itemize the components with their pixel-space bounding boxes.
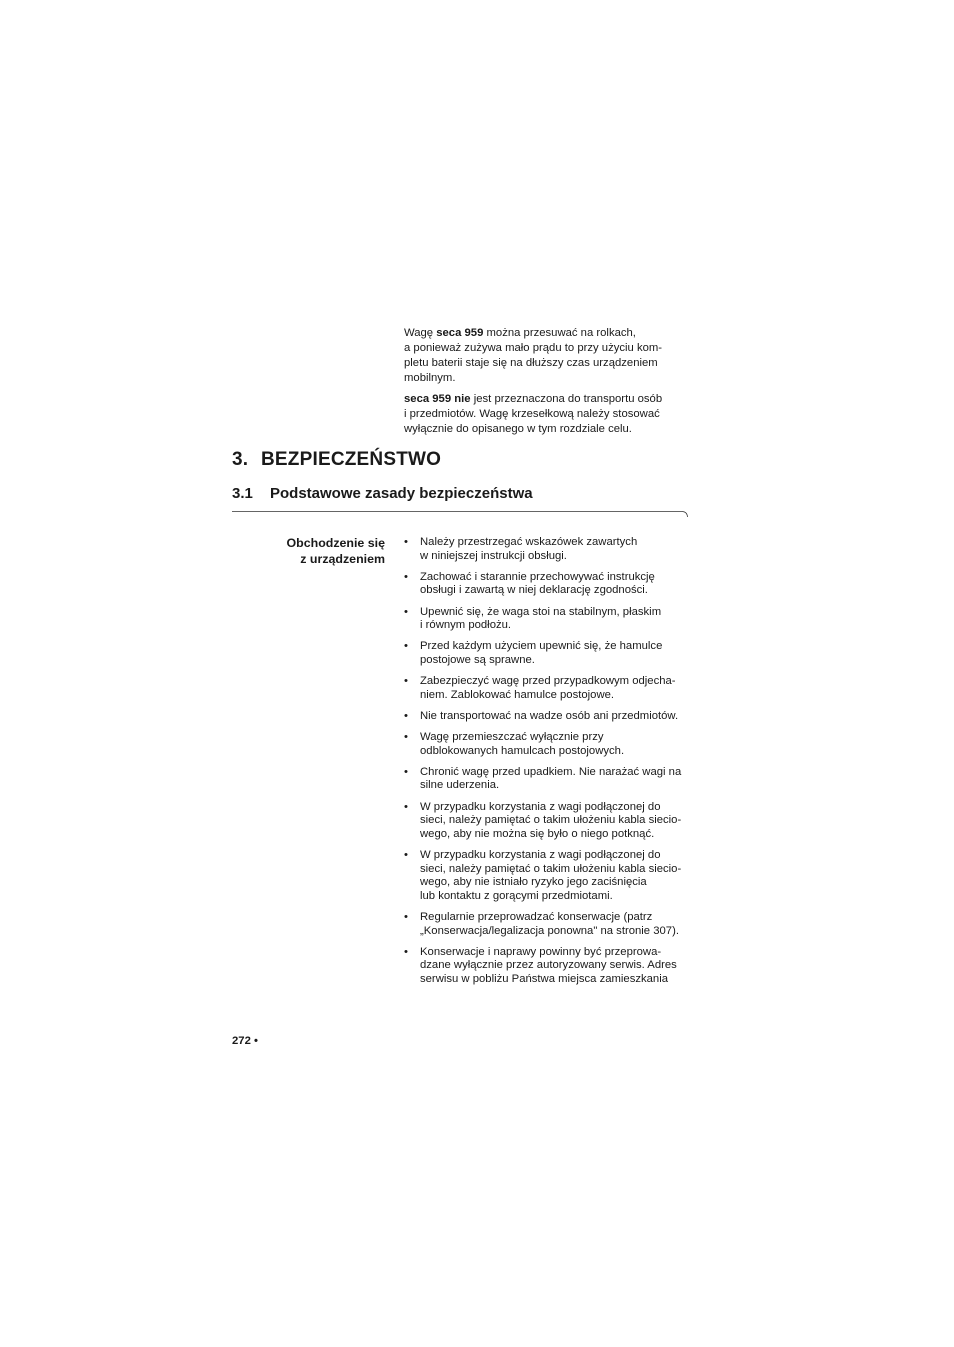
list-item-line: W przypadku korzystania z wagi podłączonej do — [420, 849, 661, 862]
list-item-line: Przed każdym użyciem upewnić się, że hamulce — [420, 640, 663, 653]
list-item-line: Zachować i starannie przechowywać instrukcję — [420, 570, 655, 583]
text-span: jest przeznaczona do transportu osób — [470, 393, 663, 405]
bullet-dot: • — [404, 800, 408, 813]
list-item-line: niem. Zablokować hamulce postojowe. — [420, 688, 615, 701]
intro-p1-line-2: a ponieważ zużywa mało prądu to przy użyciu kom- — [404, 342, 663, 354]
intro-text — [404, 326, 689, 443]
list-item — [404, 731, 694, 758]
list-item — [404, 946, 694, 987]
product-name: seca 959 nie — [404, 393, 471, 405]
side-label-line-1: Obchodzenie się — [286, 536, 385, 550]
bullet-dot: • — [404, 640, 408, 653]
bullet-dot: • — [404, 605, 408, 618]
bullet-dot: • — [404, 536, 408, 548]
list-item-line: w niniejszej instrukcji obsługi. — [420, 549, 567, 562]
list-item — [404, 849, 694, 903]
list-item — [404, 536, 694, 563]
list-item-line: W przypadku korzystania z wagi podłączonej do — [420, 800, 661, 813]
list-item — [404, 640, 694, 667]
list-item-line: dzane wyłącznie przez autoryzowany serwis. Adres — [420, 959, 677, 972]
section-heading — [232, 485, 533, 502]
section-title: Podstawowe zasady bezpieczeństwa — [270, 485, 533, 502]
product-name: seca 959 — [436, 327, 484, 339]
text-span: można przesuwać na rolkach, — [483, 327, 636, 339]
bullet-dot: • — [404, 570, 408, 583]
list-item-line: Wagę przemieszczać wyłącznie przy — [420, 731, 604, 744]
text-span: Wagę — [404, 327, 437, 339]
list-item-line: postojowe są sprawne. — [420, 653, 535, 666]
list-item-line: i równym podłożu. — [420, 619, 512, 632]
list-item — [404, 911, 694, 938]
list-item-line: Nie transportować na wadze osób ani przedmiotów. — [420, 709, 679, 722]
intro-p1-line-3: pletu baterii staje się na dłuższy czas urządzeniem — [404, 357, 658, 369]
list-item-line: Zabezpieczyć wagę przed przypadkowym odjecha- — [420, 675, 676, 688]
list-item-line: wego, aby nie istniało ryzyko jego zaciśnięcia — [420, 876, 647, 889]
bullet-dot: • — [404, 675, 408, 688]
list-item-line: Należy przestrzegać wskazówek zawartych — [420, 536, 638, 548]
list-item-line: lub kontaktu z gorącymi przedmiotami. — [420, 889, 613, 902]
page-number: 272 • — [232, 1035, 258, 1047]
intro-p2-line-3: wyłącznie do opisanego w tym rozdziale celu. — [404, 423, 632, 435]
side-label-line-2: z urządzeniem — [300, 552, 385, 566]
list-item-line: wego, aby nie można się było o niego potknąć. — [420, 827, 655, 840]
intro-p2-line-2: i przedmiotów. Wagę krzesełkową należy stosować — [404, 408, 660, 420]
list-item-line: sieci, należy pamiętać o takim ułożeniu kabla siecio- — [420, 862, 682, 875]
list-item — [404, 801, 694, 842]
bullet-dot: • — [404, 945, 408, 958]
bullet-dot: • — [404, 731, 408, 744]
list-item-line: odblokowanych hamulcach postojowych. — [420, 744, 625, 757]
intro-p1-line-1 — [404, 326, 689, 341]
bullet-dot: • — [404, 911, 408, 923]
chapter-heading — [232, 449, 441, 471]
chapter-title: BEZPIECZEŃSTWO — [261, 449, 442, 470]
intro-p2-line-1 — [404, 392, 689, 407]
list-item — [404, 571, 694, 598]
bullet-dot: • — [404, 849, 408, 862]
list-item — [404, 675, 694, 702]
list-item-line: Konserwacje i naprawy powinny być przeprowa- — [420, 945, 662, 958]
list-item-line: „Konserwacja/legalizacja ponowna" na stronie 307). — [420, 924, 679, 937]
bullet-dot: • — [404, 765, 408, 778]
side-label — [230, 535, 385, 567]
chapter-number: 3. — [232, 449, 249, 470]
bullet-dot: • — [404, 709, 408, 722]
section-rule — [232, 508, 688, 520]
intro-paragraph-1 — [404, 326, 689, 386]
list-item-line: sieci, należy pamiętać o takim ułożeniu kabla siecio- — [420, 814, 682, 827]
intro-paragraph-2 — [404, 392, 689, 437]
intro-p1-line-4: mobilnym. — [404, 372, 456, 384]
list-item-line: silne uderzenia. — [420, 779, 500, 792]
list-item — [404, 710, 694, 724]
list-item-line: Regularnie przeprowadzać konserwacje (patrz — [420, 911, 653, 923]
list-item-line: serwisu w pobliżu Państwa miejsca zamieszkania — [420, 972, 669, 985]
list-item-line: Chronić wagę przed upadkiem. Nie narażać wagi na — [420, 765, 682, 778]
section-number: 3.1 — [232, 485, 253, 502]
list-item — [404, 606, 694, 633]
list-item-line: Upewnić się, że waga stoi na stabilnym, płaskim — [420, 605, 662, 618]
list-item — [404, 766, 694, 793]
safety-bullet-list — [404, 536, 694, 994]
list-item-line: obsługi i zawartą w niej deklarację zgodności. — [420, 584, 648, 597]
